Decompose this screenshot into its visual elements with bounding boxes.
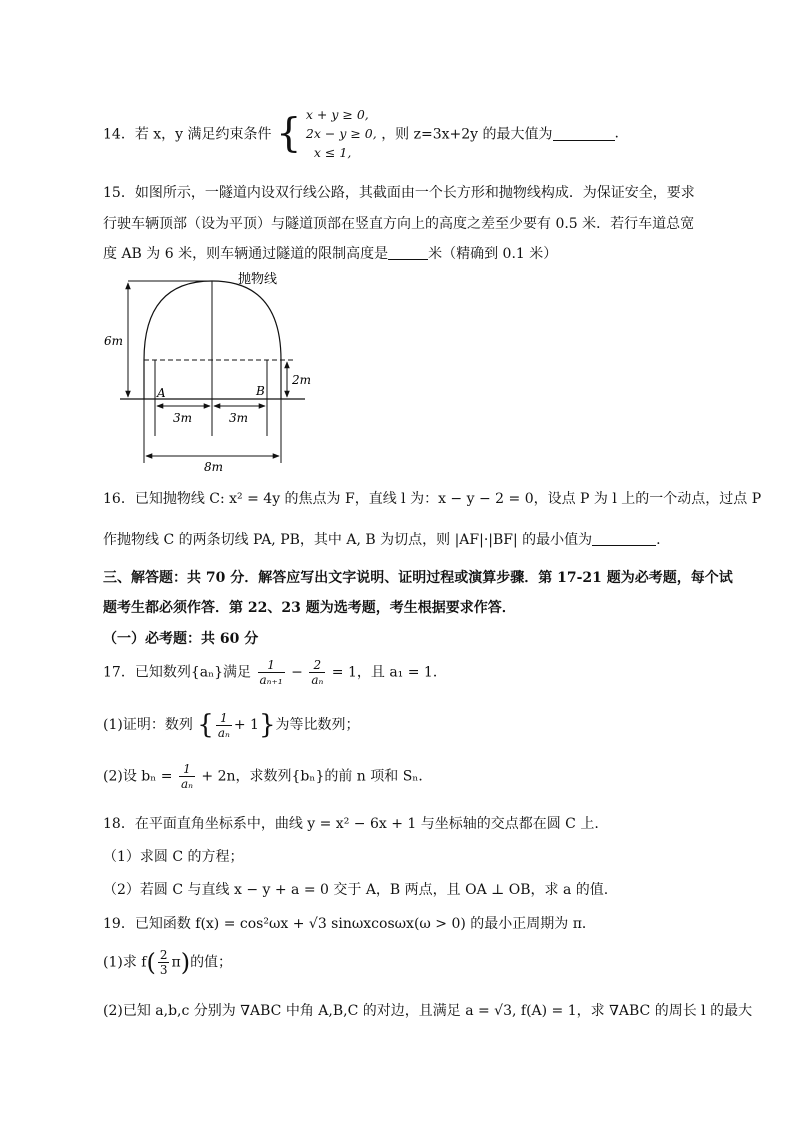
point-a-label: A: [157, 386, 166, 400]
minus-sign: −: [291, 664, 303, 681]
q14-constraints: [306, 105, 377, 162]
q15-line1: 15．如图所示，一隧道内设双行线公路，其截面由一个长方形和抛物线构成．为保证安全，要求: [103, 185, 695, 201]
height-label: 6m: [104, 334, 124, 348]
fraction-den: aₙ: [180, 777, 193, 791]
q17-stem: [103, 658, 447, 687]
fraction-den: aₙ: [311, 673, 324, 687]
fraction-num: 2: [309, 658, 325, 673]
fraction-num: 2: [159, 948, 168, 962]
q17-p1-b: + 1: [233, 717, 259, 733]
width-label: 8m: [204, 460, 224, 474]
fraction: [309, 658, 325, 687]
q19-stem: 19．已知函数 f(x) = cos²ωx + √3 sinωxcosωx(ω > 0) 的最小正周期为 π．: [103, 916, 596, 932]
q17-p2-a: (2)设 bₙ =: [103, 768, 173, 785]
q17-p1-c: 为等比数列；: [275, 717, 360, 733]
constraint-1: x + y ≥ 0,: [305, 107, 369, 122]
answer-blank: [592, 531, 656, 546]
paren-right: ): [180, 948, 191, 977]
parabola-label: 抛物线: [238, 272, 278, 287]
answer-blank: [388, 245, 428, 260]
q16-line1: 16．已知抛物线 C: x² = 4y 的焦点为 F，直线 l 为：x − y − 2 = 0，设点 P 为 l 上的一个动点，过点 P: [103, 491, 762, 507]
q14-suffix: ，则 z=3x+2y 的最大值为: [381, 126, 553, 143]
q16-line2b: .: [656, 532, 661, 548]
q17-stem-b: = 1，且 a₁ = 1．: [331, 664, 447, 681]
fraction-num: 1: [258, 658, 285, 673]
q15-line3: [103, 243, 557, 263]
q17-part1: [103, 710, 360, 740]
rect-height-label: 2m: [292, 373, 312, 387]
q17-stem-a: 17．已知数列{aₙ}满足: [103, 664, 252, 681]
section3-line1: 三、解答题：共 70 分．解答应写出文字说明、证明过程或演算步骤．第 17-21 题为必考题，每个试: [103, 570, 733, 586]
point-b-label: B: [256, 384, 265, 398]
fraction: [258, 658, 285, 687]
fraction-den: aₙ: [217, 725, 230, 740]
half-label-left: 3m: [173, 411, 193, 425]
paren-left: (: [146, 948, 156, 977]
q15-line3b: 米（精确到 0.1 米）: [428, 246, 558, 262]
q17-p1-a: (1)证明：数列: [103, 717, 193, 733]
fraction: [216, 711, 232, 740]
q19-part1: [103, 948, 232, 977]
fraction-num: 1: [179, 762, 195, 777]
section3-subhead: （一）必考题：共 60 分: [103, 631, 259, 647]
tunnel-figure: [100, 268, 330, 478]
q19-part2: (2)已知 a,b,c 分别为 ∇ABC 中角 A,B,C 的对边，且满足 a = √3, f(A) = 1，求 ∇ABC 的周长 l 的最大: [103, 1003, 753, 1019]
q19-p1-b: π: [171, 954, 181, 971]
q19-p1-a: (1)求 f: [103, 954, 147, 971]
q19-p1-c: 的值；: [190, 954, 233, 971]
section3-line2: 题考生都必须作答．第 22、23 题为选考题，考生根据要求作答．: [103, 600, 516, 616]
answer-blank: [553, 126, 615, 141]
q15-line3a: 度 AB 为 6 米，则车辆通过隧道的限制高度是: [103, 246, 389, 262]
brace-left: {: [197, 710, 214, 740]
q17-p2-b: + 2n，求数列{bₙ}的前 n 项和 Sₙ．: [201, 768, 433, 785]
fraction: [158, 948, 170, 977]
q16-line2a: 作抛物线 C 的两条切线 PA, PB，其中 A, B 为切点，则 |AF|·|BF| 的最小值为: [103, 532, 593, 548]
fraction: [179, 762, 195, 791]
brace-right: }: [258, 710, 276, 740]
fraction-den: 3: [159, 963, 168, 977]
q18-stem: 18．在平面直角坐标系中，曲线 y = x² − 6x + 1 与坐标轴的交点都在圆 C 上.: [103, 816, 599, 832]
q16-line2: [103, 529, 661, 549]
q14: [103, 105, 619, 165]
q15-line2: 行驶车辆顶部（设为平顶）与隧道顶部在竖直方向上的高度之差至少要有 0.5 米．若行车道总宽: [103, 216, 695, 232]
q18-part2: （2）若圆 C 与直线 x − y + a = 0 交于 A，B 两点，且 OA ⊥ OB，求 a 的值.: [103, 882, 609, 898]
half-label-right: 3m: [229, 411, 249, 425]
q14-end: .: [614, 125, 619, 142]
q14-prefix: 14．若 x，y 满足约束条件: [103, 126, 272, 143]
q17-part2: [103, 762, 432, 791]
constraint-3: x ≤ 1,: [313, 145, 352, 160]
q18-part1: （1）求圆 C 的方程；: [103, 849, 244, 865]
system-brace: {: [275, 110, 302, 157]
fraction-den: aₙ₊₁: [259, 673, 283, 687]
fraction-num: 1: [216, 711, 232, 726]
constraint-2: 2x − y ≥ 0,: [305, 126, 377, 141]
